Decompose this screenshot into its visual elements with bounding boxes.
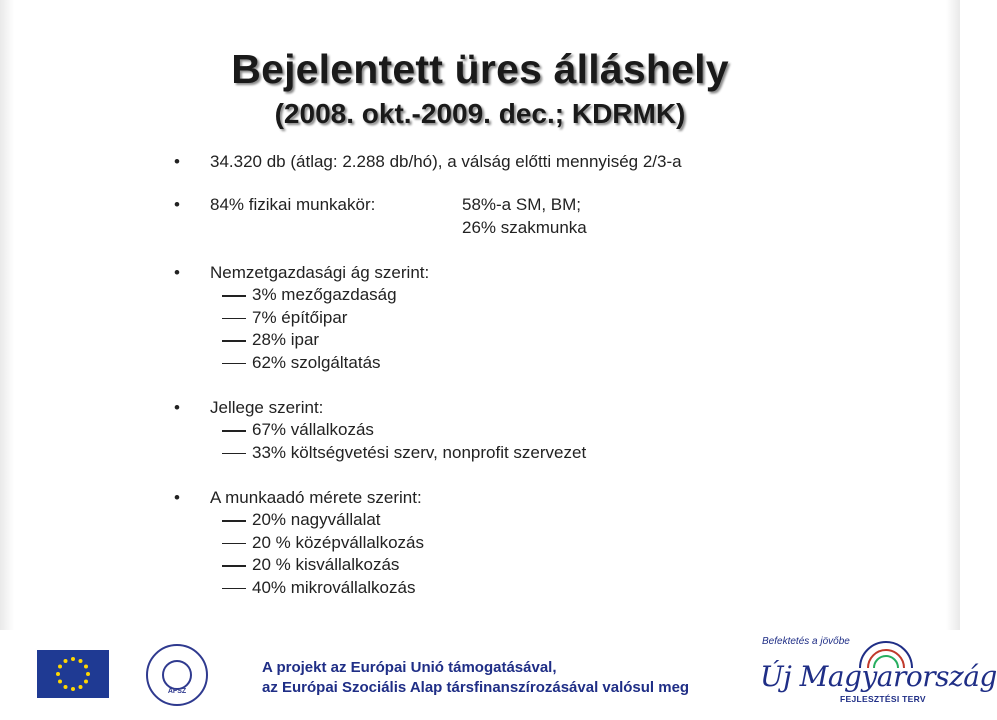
bullet-employer-size: • A munkaadó mérete szerint: xyxy=(174,486,934,509)
eu-star xyxy=(71,657,75,661)
eu-stars-icon xyxy=(37,650,109,698)
eu-star xyxy=(58,680,62,684)
eu-star xyxy=(86,672,90,676)
eu-star xyxy=(64,685,68,689)
eu-star xyxy=(79,685,83,689)
nature-sub-item: 33% költségvetési szerv, nonprofit szervezet xyxy=(174,442,934,465)
nature-sub-item: 67% vállalkozás xyxy=(174,419,934,442)
size-sub-item: 40% mikrovállalkozás xyxy=(174,577,934,600)
sector-sub-item: 28% ipar xyxy=(174,329,934,352)
uj-magyarorszag-logo xyxy=(752,636,997,716)
bullet-list xyxy=(174,150,934,599)
size-sub-item: 20% nagyvállalat xyxy=(174,509,934,532)
footer-funding-text xyxy=(262,658,742,698)
footer-line-1: A projekt az Európai Unió támogatásával, xyxy=(262,659,557,676)
logo-plan-label: FEJLESZTÉSI TERV xyxy=(840,694,926,704)
eu-flag-icon xyxy=(37,650,109,698)
slide-left-edge xyxy=(0,0,14,630)
sector-sub-item: 3% mezőgazdaság xyxy=(174,284,934,307)
slide-title: Bejelentett üres álláshely xyxy=(231,46,729,92)
physical-jobs-value-2: 26% szakmunka xyxy=(462,218,587,237)
footer-line-2: az Európai Szociális Alap társfinanszírozásával valósul meg xyxy=(262,679,690,696)
size-sub-item: 20 % kisvállalkozás xyxy=(174,554,934,577)
sector-sub-item: 7% építőipar xyxy=(174,307,934,330)
physical-jobs-row-2 xyxy=(210,216,934,239)
eu-star xyxy=(58,665,62,669)
logo-wordmark: Új Magyarország xyxy=(760,660,997,693)
size-sub-item: 20 % középvállalkozás xyxy=(174,532,934,555)
eu-star xyxy=(79,659,83,663)
afsz-seal-icon xyxy=(146,644,208,706)
bullet-nature: • Jellege szerint: xyxy=(174,396,934,419)
eu-star xyxy=(56,672,60,676)
bullet-sector: • Nemzetgazdasági ág szerint: xyxy=(174,261,934,284)
sector-sub-item: 62% szolgáltatás xyxy=(174,352,934,375)
physical-jobs-spacer xyxy=(210,216,462,239)
eu-star xyxy=(84,665,88,669)
eu-star xyxy=(64,659,68,663)
eu-star xyxy=(84,680,88,684)
slide-subtitle: (2008. okt.-2009. dec.; KDRMK) xyxy=(274,98,686,129)
slide-right-edge xyxy=(946,0,960,630)
afsz-seal-inner xyxy=(162,660,192,690)
eu-star xyxy=(71,687,75,691)
bullet-physical-jobs xyxy=(174,193,934,239)
physical-jobs-value-1: 58%-a SM, BM; xyxy=(462,195,582,214)
bullet-total: • 34.320 db (átlag: 2.288 db/hó), a válság előtti mennyiség 2/3-a xyxy=(174,150,934,173)
physical-jobs-row xyxy=(210,193,934,216)
footer xyxy=(0,632,997,720)
logo-tagline: Befektetés a jövőbe xyxy=(762,636,850,647)
physical-jobs-label: • 84% fizikai munkakör: xyxy=(210,195,376,214)
afsz-label: ÁFSZ xyxy=(167,688,187,695)
